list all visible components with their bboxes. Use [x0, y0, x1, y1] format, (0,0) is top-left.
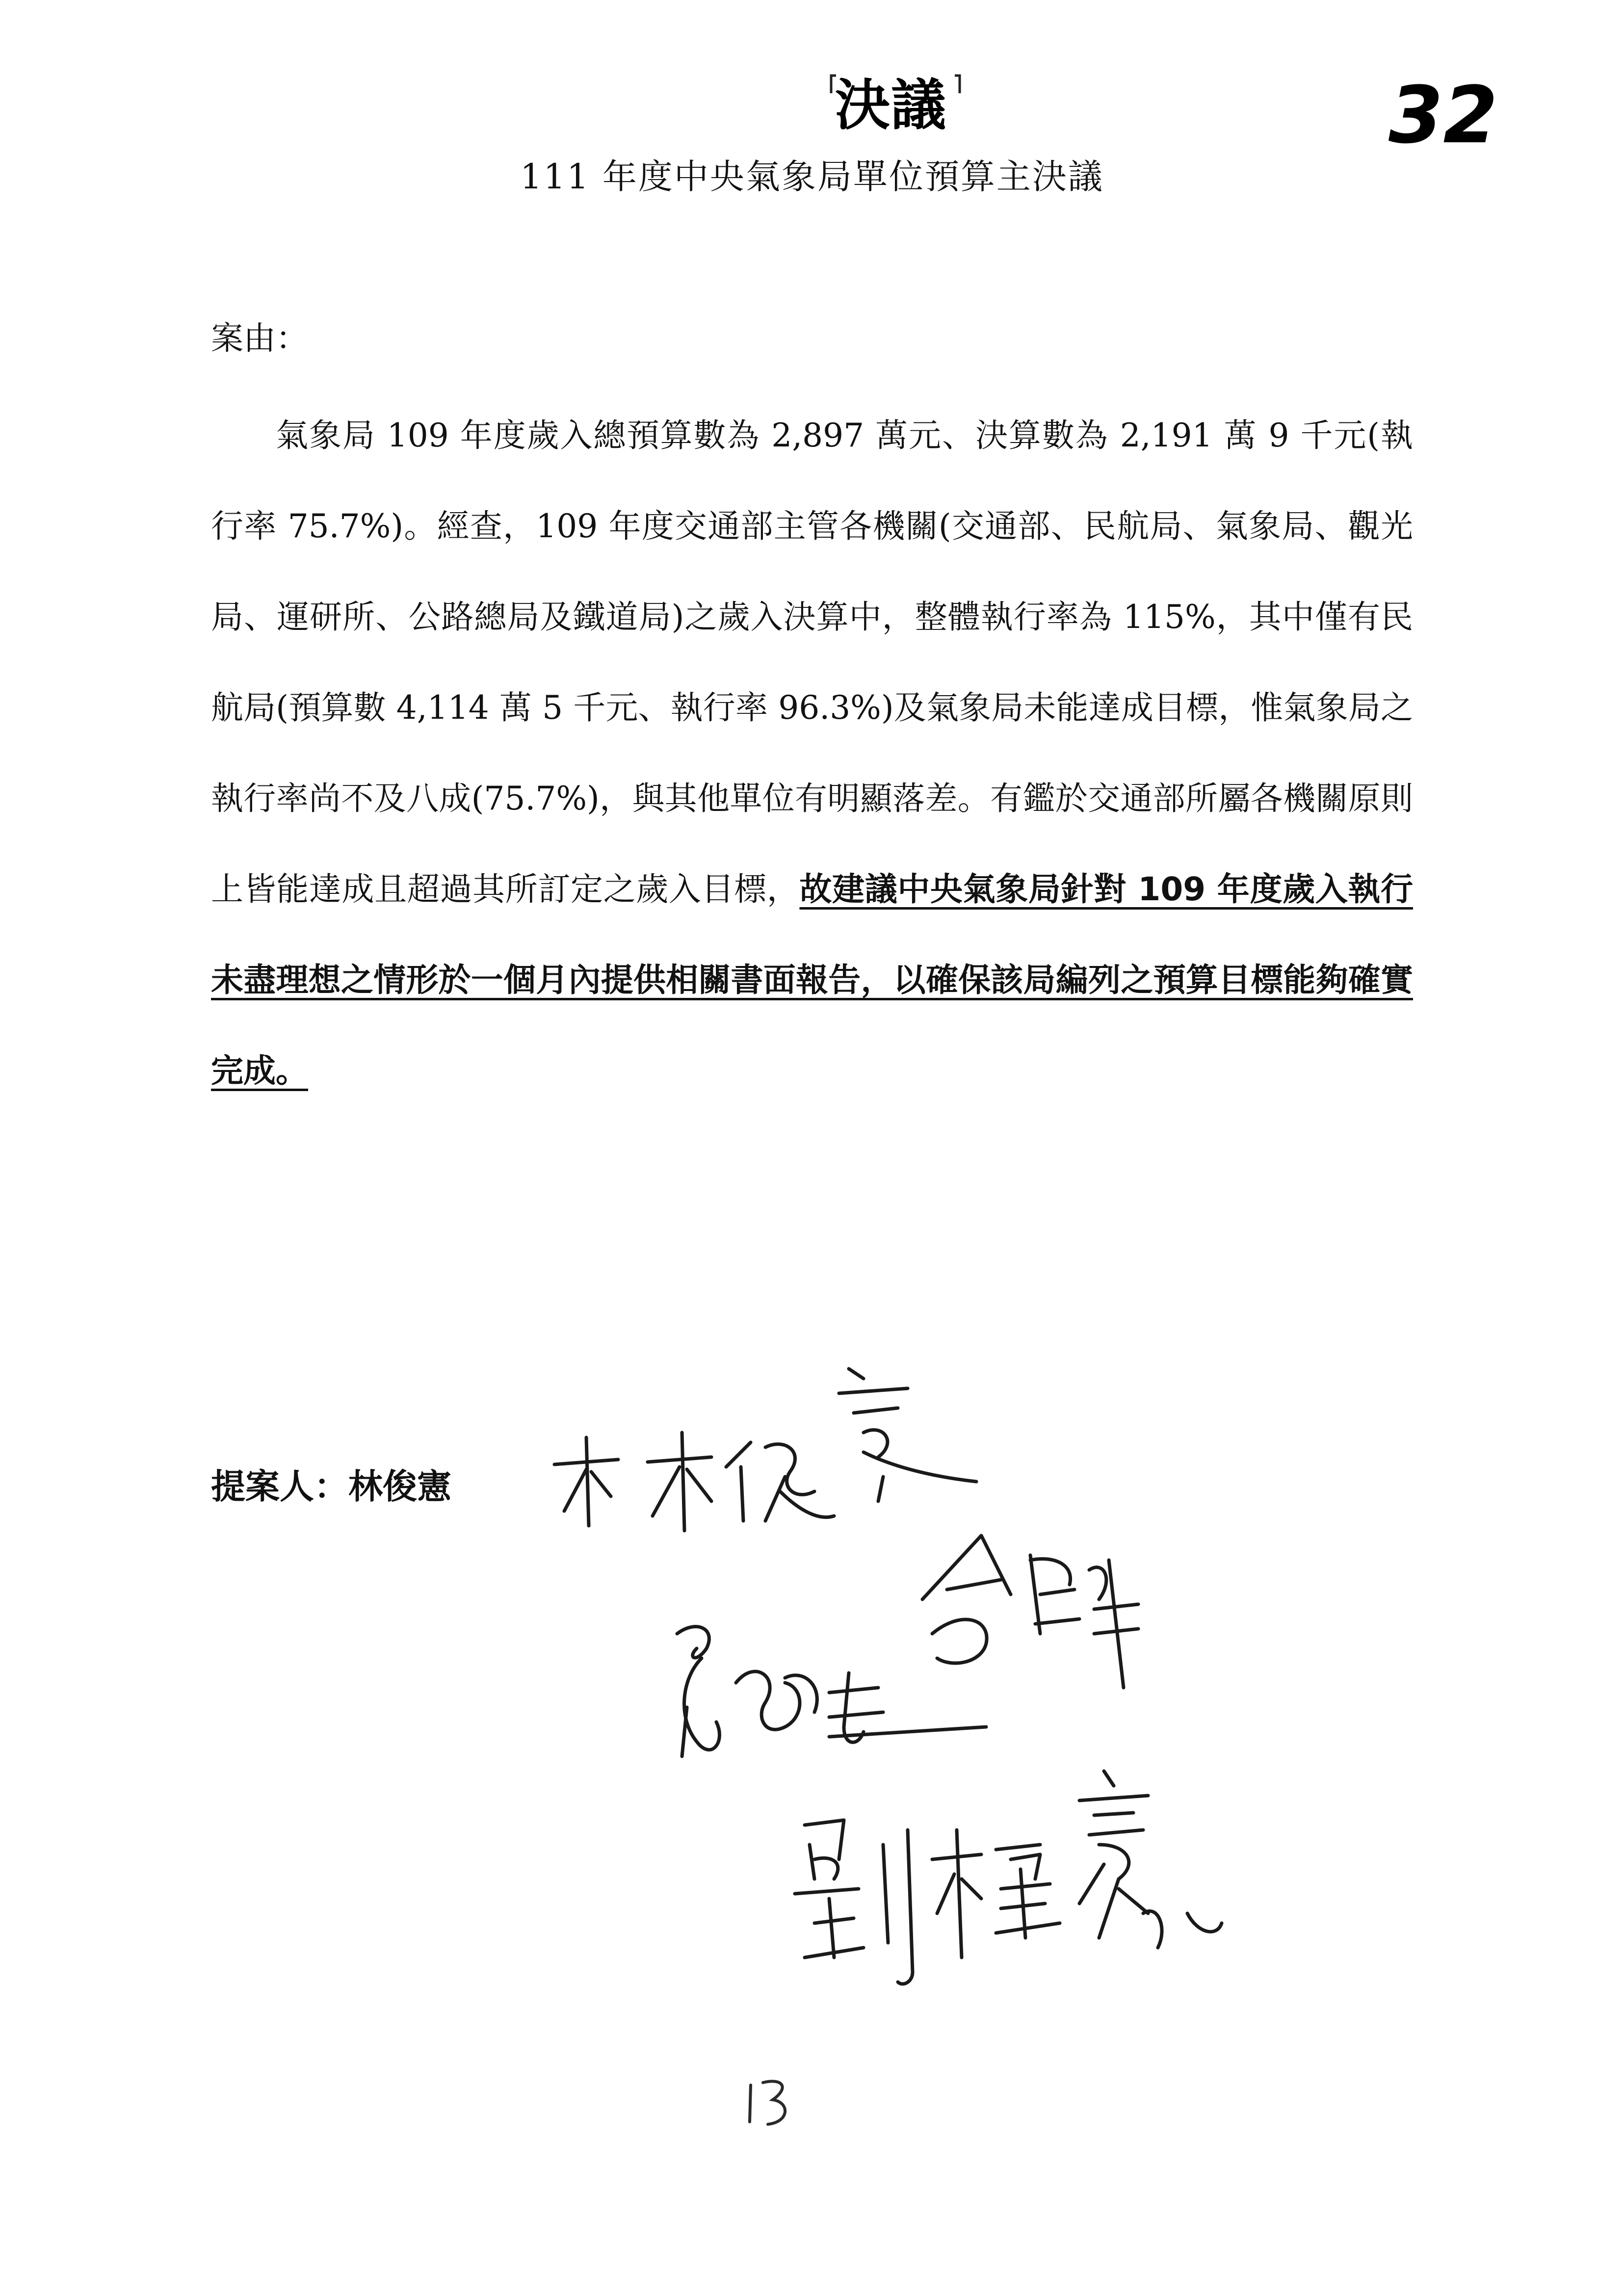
stamp-label: 決議 — [835, 74, 947, 137]
signature-zhao-tian-lin — [922, 1536, 1138, 1688]
paragraph-emphasis: 故建議中央氣象局針對 109 年度歲入執行未盡理想之情形於一個月內提供相關書面報告，以確保該局編列之預算目標能夠確實完成。 — [211, 870, 1413, 1090]
proposer-label: 提案人：林俊憲 — [211, 1466, 451, 1507]
signature-zhang-hong-lu — [677, 1627, 986, 1756]
handwritten-document-number: 32 — [1388, 69, 1498, 161]
case-label: 案由： — [211, 319, 308, 357]
signature-liu-zhao-hao — [795, 1771, 1222, 1984]
paragraph-text: 氣象局 109 年度歲入總預算數為 2,897 萬元、決算數為 2,191 萬 9 千元(執行率 75.7%)。經查，109 年度交通部主管各機關(交通部、民航局、氣象局、觀光局、運研所、公路總局及鐵道局)之歲入決算中，整體執行率為 115%，其中僅有民航局(預算數 4,114 萬 5 千元、執行率 96.3%)及氣象局未能達成目標，惟氣象局之執行率尚不及八成(75.7%)，與其他單位有明顯落差。有鑑於交通部所屬各機關原則上皆能達成且超過其所訂定之歲入目標， — [211, 417, 1413, 908]
document-title: 111 年度中央氣象局單位預算主決議 — [520, 157, 1104, 197]
handwritten-page-number — [741, 2075, 800, 2129]
signature-lin-jun-xian — [554, 1369, 976, 1531]
